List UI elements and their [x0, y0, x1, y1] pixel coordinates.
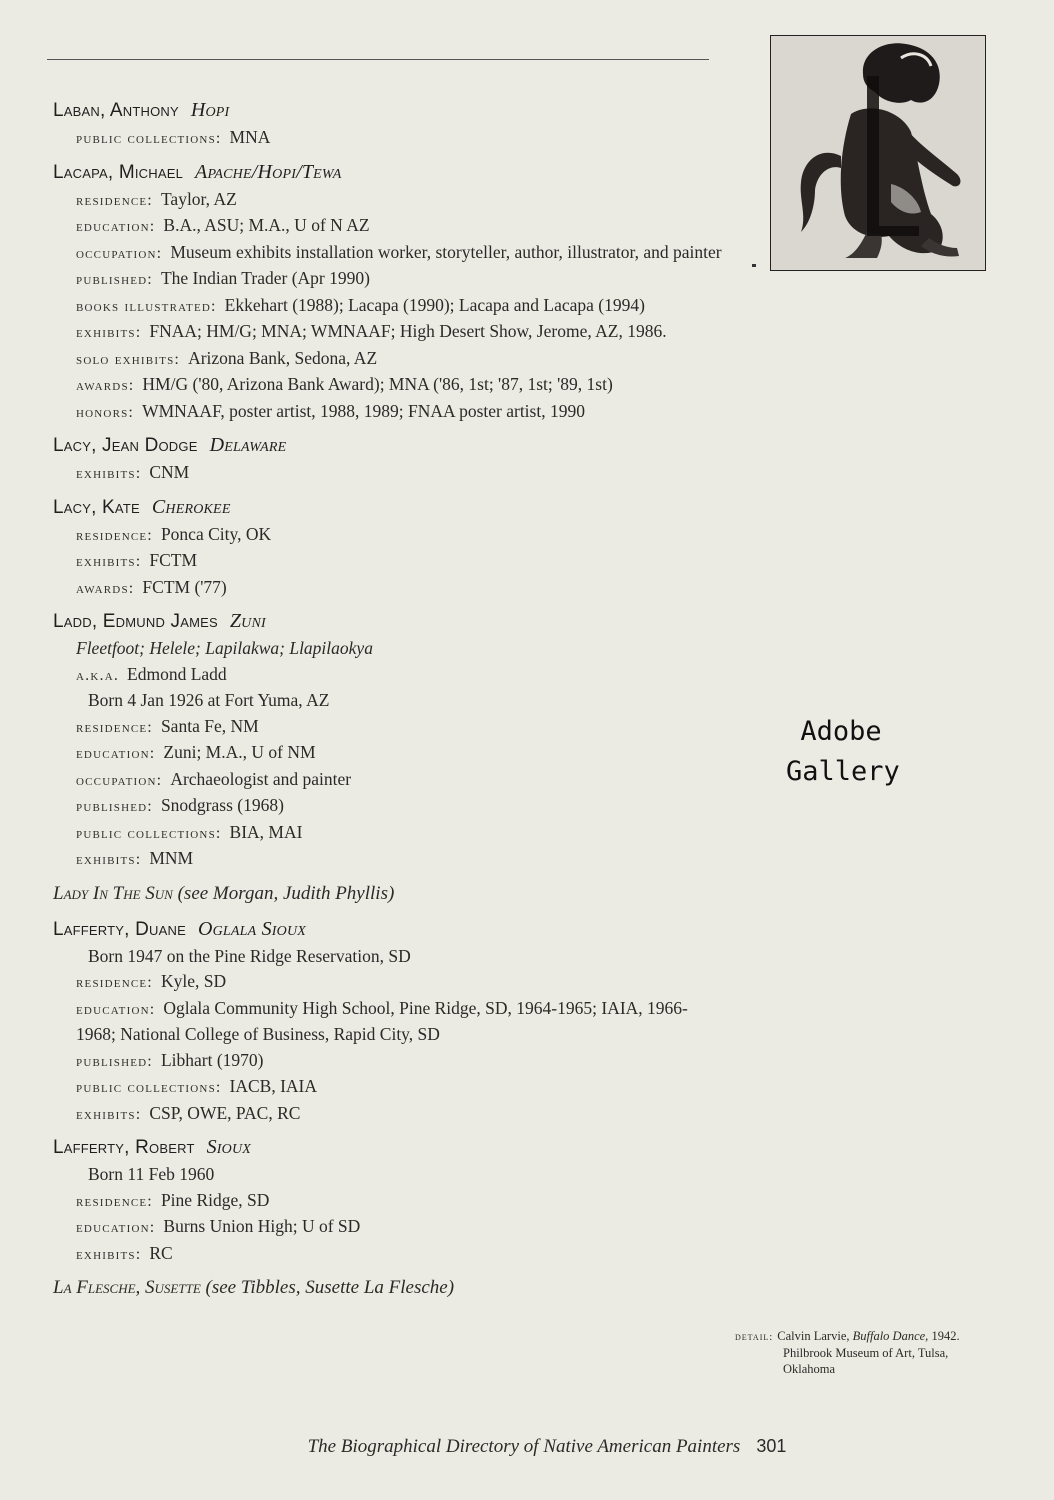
entry-field	[53, 1241, 723, 1268]
illustration-caption	[735, 1328, 985, 1377]
entry-name: Lafferty, Duane	[53, 918, 186, 940]
entry-name: Lacy, Kate	[53, 496, 140, 518]
field-value: MNM	[149, 848, 194, 868]
field-value: IACB, IAIA	[229, 1076, 318, 1096]
field-value: The Indian Trader (Apr 1990)	[160, 268, 370, 288]
entry-lafferty-duane	[53, 915, 723, 1128]
entry-field	[53, 793, 723, 820]
field-value: Museum exhibits installation worker, storyteller, author, illustrator, and painter	[170, 241, 722, 262]
entry-tribe: Cherokee	[151, 495, 231, 518]
field-value: FNAA; HM/G; MNA; WMNAAF; High Desert Show, Jerome, AZ, 1986.	[149, 321, 667, 341]
field-value: Taylor, AZ	[160, 188, 237, 209]
caption-title: Buffalo Dance,	[852, 1329, 929, 1343]
field-label: a.k.a.	[76, 666, 120, 684]
entry-name: Lafferty, Robert	[53, 1137, 195, 1158]
caption-museum: Philbrook Museum of Art, Tulsa,	[783, 1346, 949, 1360]
entry-field	[53, 1048, 723, 1075]
field-label: published:	[76, 271, 153, 288]
field-value: Pine Ridge, SD	[160, 1189, 270, 1210]
entry-aka	[53, 662, 723, 689]
field-label: published:	[76, 1052, 153, 1070]
field-value: CSP, OWE, PAC, RC	[149, 1102, 301, 1123]
page-footer	[0, 1436, 1054, 1458]
entry-field	[53, 740, 723, 767]
cross-reference-lady-in-the-sun	[53, 879, 723, 909]
entry-field	[53, 575, 723, 602]
entry-field	[53, 767, 723, 794]
entry-tribe: Apache/Hopi/Tewa	[195, 160, 342, 183]
cross-reference-la-flesche-susette	[53, 1273, 723, 1303]
field-value: Snodgrass (1968)	[160, 795, 284, 815]
field-label: education:	[76, 745, 156, 762]
field-label: residence:	[76, 191, 153, 209]
entry-name: Laban, Anthony	[53, 100, 179, 121]
page-number: 301	[756, 1436, 787, 1456]
field-label: exhibits:	[76, 465, 142, 482]
entry-field	[53, 820, 723, 847]
field-value: MNA	[229, 127, 271, 147]
entry-field	[53, 293, 723, 320]
entry-lafferty-robert	[53, 1133, 723, 1267]
entry-tribe: Zuni	[229, 610, 266, 632]
entry-field	[53, 213, 723, 240]
field-value: B.A., ASU; M.A., U of N AZ	[163, 215, 370, 235]
entry-field	[53, 240, 723, 267]
field-value: Santa Fe, NM	[160, 715, 259, 736]
entry-born: Born 11 Feb 1960	[88, 1164, 215, 1184]
field-label: education:	[76, 1219, 156, 1236]
entry-name: Lacapa, Michael	[53, 161, 184, 183]
entry-field	[53, 1074, 723, 1101]
field-label: education:	[76, 1000, 156, 1018]
xref-see: (see Morgan, Judith Phyllis)	[177, 882, 395, 904]
entry-field	[53, 460, 723, 487]
entry-name: Lacy, Jean Dodge	[53, 435, 198, 456]
caption-year: 1942.	[931, 1329, 960, 1343]
entry-field	[53, 1214, 723, 1241]
buffalo-dancer-illustration	[771, 36, 985, 270]
field-label: occupation:	[76, 244, 163, 262]
field-value: Kyle, SD	[160, 971, 227, 991]
entry-ladd-edmund-james	[53, 607, 723, 873]
field-value: RC	[149, 1242, 173, 1263]
field-value: Oglala Community High School, Pine Ridge, SD, 1964-1965; IAIA, 1966-1968; National College of Business, Rapid City, SD	[76, 997, 688, 1044]
entry-name: Ladd, Edmund James	[53, 611, 218, 632]
caption-state: Oklahoma	[783, 1362, 836, 1376]
field-label: public collections:	[76, 824, 222, 842]
entry-alt-names: Fleetfoot; Helele; Lapilakwa; Llapilaokya	[76, 638, 373, 658]
entry-lacy-jean-dodge	[53, 431, 723, 487]
field-label: residence:	[76, 718, 153, 736]
field-label: residence:	[76, 526, 153, 544]
field-label: exhibits:	[76, 851, 142, 868]
field-label: residence:	[76, 1192, 153, 1210]
field-value: FCTM ('77)	[142, 576, 227, 597]
field-label: awards:	[76, 579, 135, 597]
field-label: public collections:	[76, 130, 222, 147]
entry-field	[53, 522, 723, 549]
entry-lacapa-michael	[53, 158, 723, 426]
entry-field	[53, 266, 723, 293]
field-value: HM/G ('80, Arizona Bank Award); MNA ('86, 1st; '87, 1st; '89, 1st)	[142, 374, 613, 394]
entry-born: Born 4 Jan 1926 at Fort Yuma, AZ	[88, 690, 330, 710]
field-value: BIA, MAI	[229, 821, 303, 842]
field-label: occupation:	[76, 771, 163, 789]
field-label: exhibits:	[76, 1245, 142, 1263]
caption-artist: Calvin Larvie,	[777, 1329, 850, 1343]
field-label: exhibits:	[76, 324, 142, 341]
entry-field	[53, 1188, 723, 1215]
field-label: awards:	[76, 377, 135, 394]
caption-label: detail:	[735, 1331, 774, 1343]
entry-field	[53, 996, 723, 1048]
field-value: Archaeologist and painter	[170, 768, 352, 789]
field-value: WMNAAF, poster artist, 1988, 1989; FNAA poster artist, 1990	[142, 400, 585, 421]
entry-field	[53, 846, 723, 873]
entry-tribe: Delaware	[209, 434, 287, 456]
field-label: exhibits:	[76, 553, 142, 570]
field-label: solo exhibits:	[76, 350, 181, 368]
entry-field	[53, 187, 723, 214]
entry-field	[53, 714, 723, 741]
entry-field	[53, 125, 723, 152]
field-label: residence:	[76, 974, 153, 991]
entry-field	[53, 319, 723, 346]
entry-field	[53, 346, 723, 373]
field-value: Arizona Bank, Sedona, AZ	[188, 347, 378, 368]
field-label: education:	[76, 218, 156, 235]
entry-field	[53, 1101, 723, 1128]
entry-field	[53, 548, 723, 575]
field-value: Ponca City, OK	[160, 523, 272, 544]
entry-field	[53, 969, 723, 996]
entry-field	[53, 372, 723, 399]
field-label: honors:	[76, 403, 135, 421]
entry-tribe: Oglala Sioux	[197, 917, 307, 940]
field-label: published:	[76, 798, 153, 815]
entries-column	[53, 96, 723, 1309]
xref-name: Lady In The Sun	[53, 882, 173, 904]
book-title: The Biographical Directory of Native American Painters	[307, 1436, 741, 1457]
entry-field	[53, 399, 723, 426]
illustration-buffalo-dancer-letter-l	[770, 35, 986, 271]
xref-see: (see Tibbles, Susette La Flesche)	[205, 1277, 455, 1298]
entry-laban-anthony	[53, 96, 723, 152]
xref-name: La Flesche, Susette	[53, 1277, 201, 1298]
entry-born: Born 1947 on the Pine Ridge Reservation, SD	[88, 945, 411, 966]
field-value: Zuni; M.A., U of NM	[163, 742, 316, 762]
field-value: Burns Union High; U of SD	[163, 1216, 361, 1236]
field-value: Libhart (1970)	[160, 1049, 264, 1070]
field-value: FCTM	[149, 550, 198, 570]
field-value: Edmond Ladd	[127, 663, 227, 684]
adobe-gallery-watermark: Adobe Gallery	[786, 716, 900, 787]
field-label: public collections:	[76, 1079, 222, 1096]
header-rule	[47, 59, 709, 60]
entry-lacy-kate	[53, 493, 723, 602]
field-value: Ekkehart (1988); Lacapa (1990); Lacapa and Lacapa (1994)	[224, 294, 645, 315]
field-value: CNM	[149, 462, 190, 482]
stray-mark	[752, 264, 756, 267]
field-label: exhibits:	[76, 1105, 142, 1123]
entry-tribe: Hopi	[190, 99, 230, 121]
field-label: books illustrated:	[76, 297, 217, 315]
entry-tribe: Sioux	[206, 1136, 252, 1158]
